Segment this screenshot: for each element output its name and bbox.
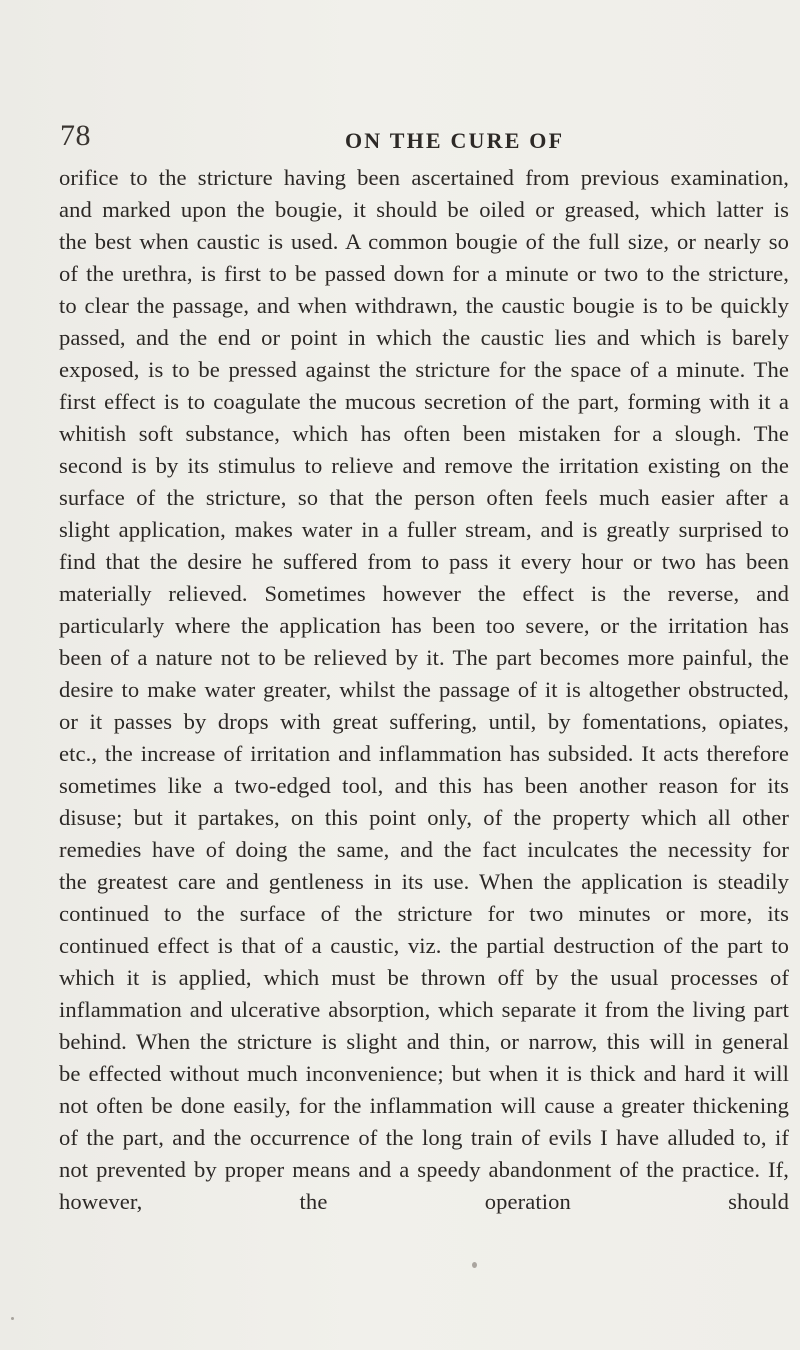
body-paragraph: orifice to the stricture having been ascertained from previous examination, and marked upon the bougie, it should be oiled or greased, which latter is the best when caustic is used. A common bougie of the full size, or nearly so of the urethra, is first to be passed down for a minute or two to the stricture, to clear the passage, and when withdrawn, the caustic bougie is to be quickly passed, and the end or point in which the caustic lies and which is barely exposed, is to be pressed against the stricture for the space of a minute. The first effect is to coagulate the mucous secretion of the part, forming with it a whitish soft substance, which has often been mistaken for a slough. The second is by its stimulus to relieve and remove the irritation existing on the surface of the stricture, so that the person often feels much easier after a slight application, makes water in a fuller stream, and is greatly surprised to find that the desire he suffered from to pass it every hour or two has been materially relieved. Sometimes however the effect is the reverse, and particularly where the application has been too severe, or the irritation has been of a nature not to be relieved by it. The part becomes more painful, the desire to make water greater, whilst the passage of it is altogether obstructed, or it passes by drops with great suffering, until, by fomentations, opiates, etc., the increase of irritation and inflammation has subsided. It acts therefore sometimes like a two-edged tool, and this has been another reason for its disuse; but it partakes, on this point only, of the property which all other remedies have of doing the same, and the fact inculcates the necessity for the greatest care and gentleness in its use. When the application is steadily continued to the surface of the stricture for two minutes or more, its continued effect is that of a caustic, viz. the partial destruction of the part to which it is applied, which must be thrown off by the usual processes of inflammation and ulcerative absorption, which separate it from the living part behind. When the stricture is slight and thin, or narrow, this will in general be effected without much inconvenience; but when it is thick and hard it will not often be done easily, for the inflammation will cause a greater thickening of the part, and the occurrence of the long train of evils I have alluded to, if not prevented by proper means and a speedy abandonment of the practice. If, however, the operation should — [59, 165, 789, 1214]
running-header — [0, 113, 800, 153]
running-title: ON THE CURE OF — [345, 128, 565, 153]
page-number: 78 — [60, 119, 91, 152]
paper-speck — [472, 1262, 477, 1268]
paper-speck — [11, 1317, 14, 1320]
